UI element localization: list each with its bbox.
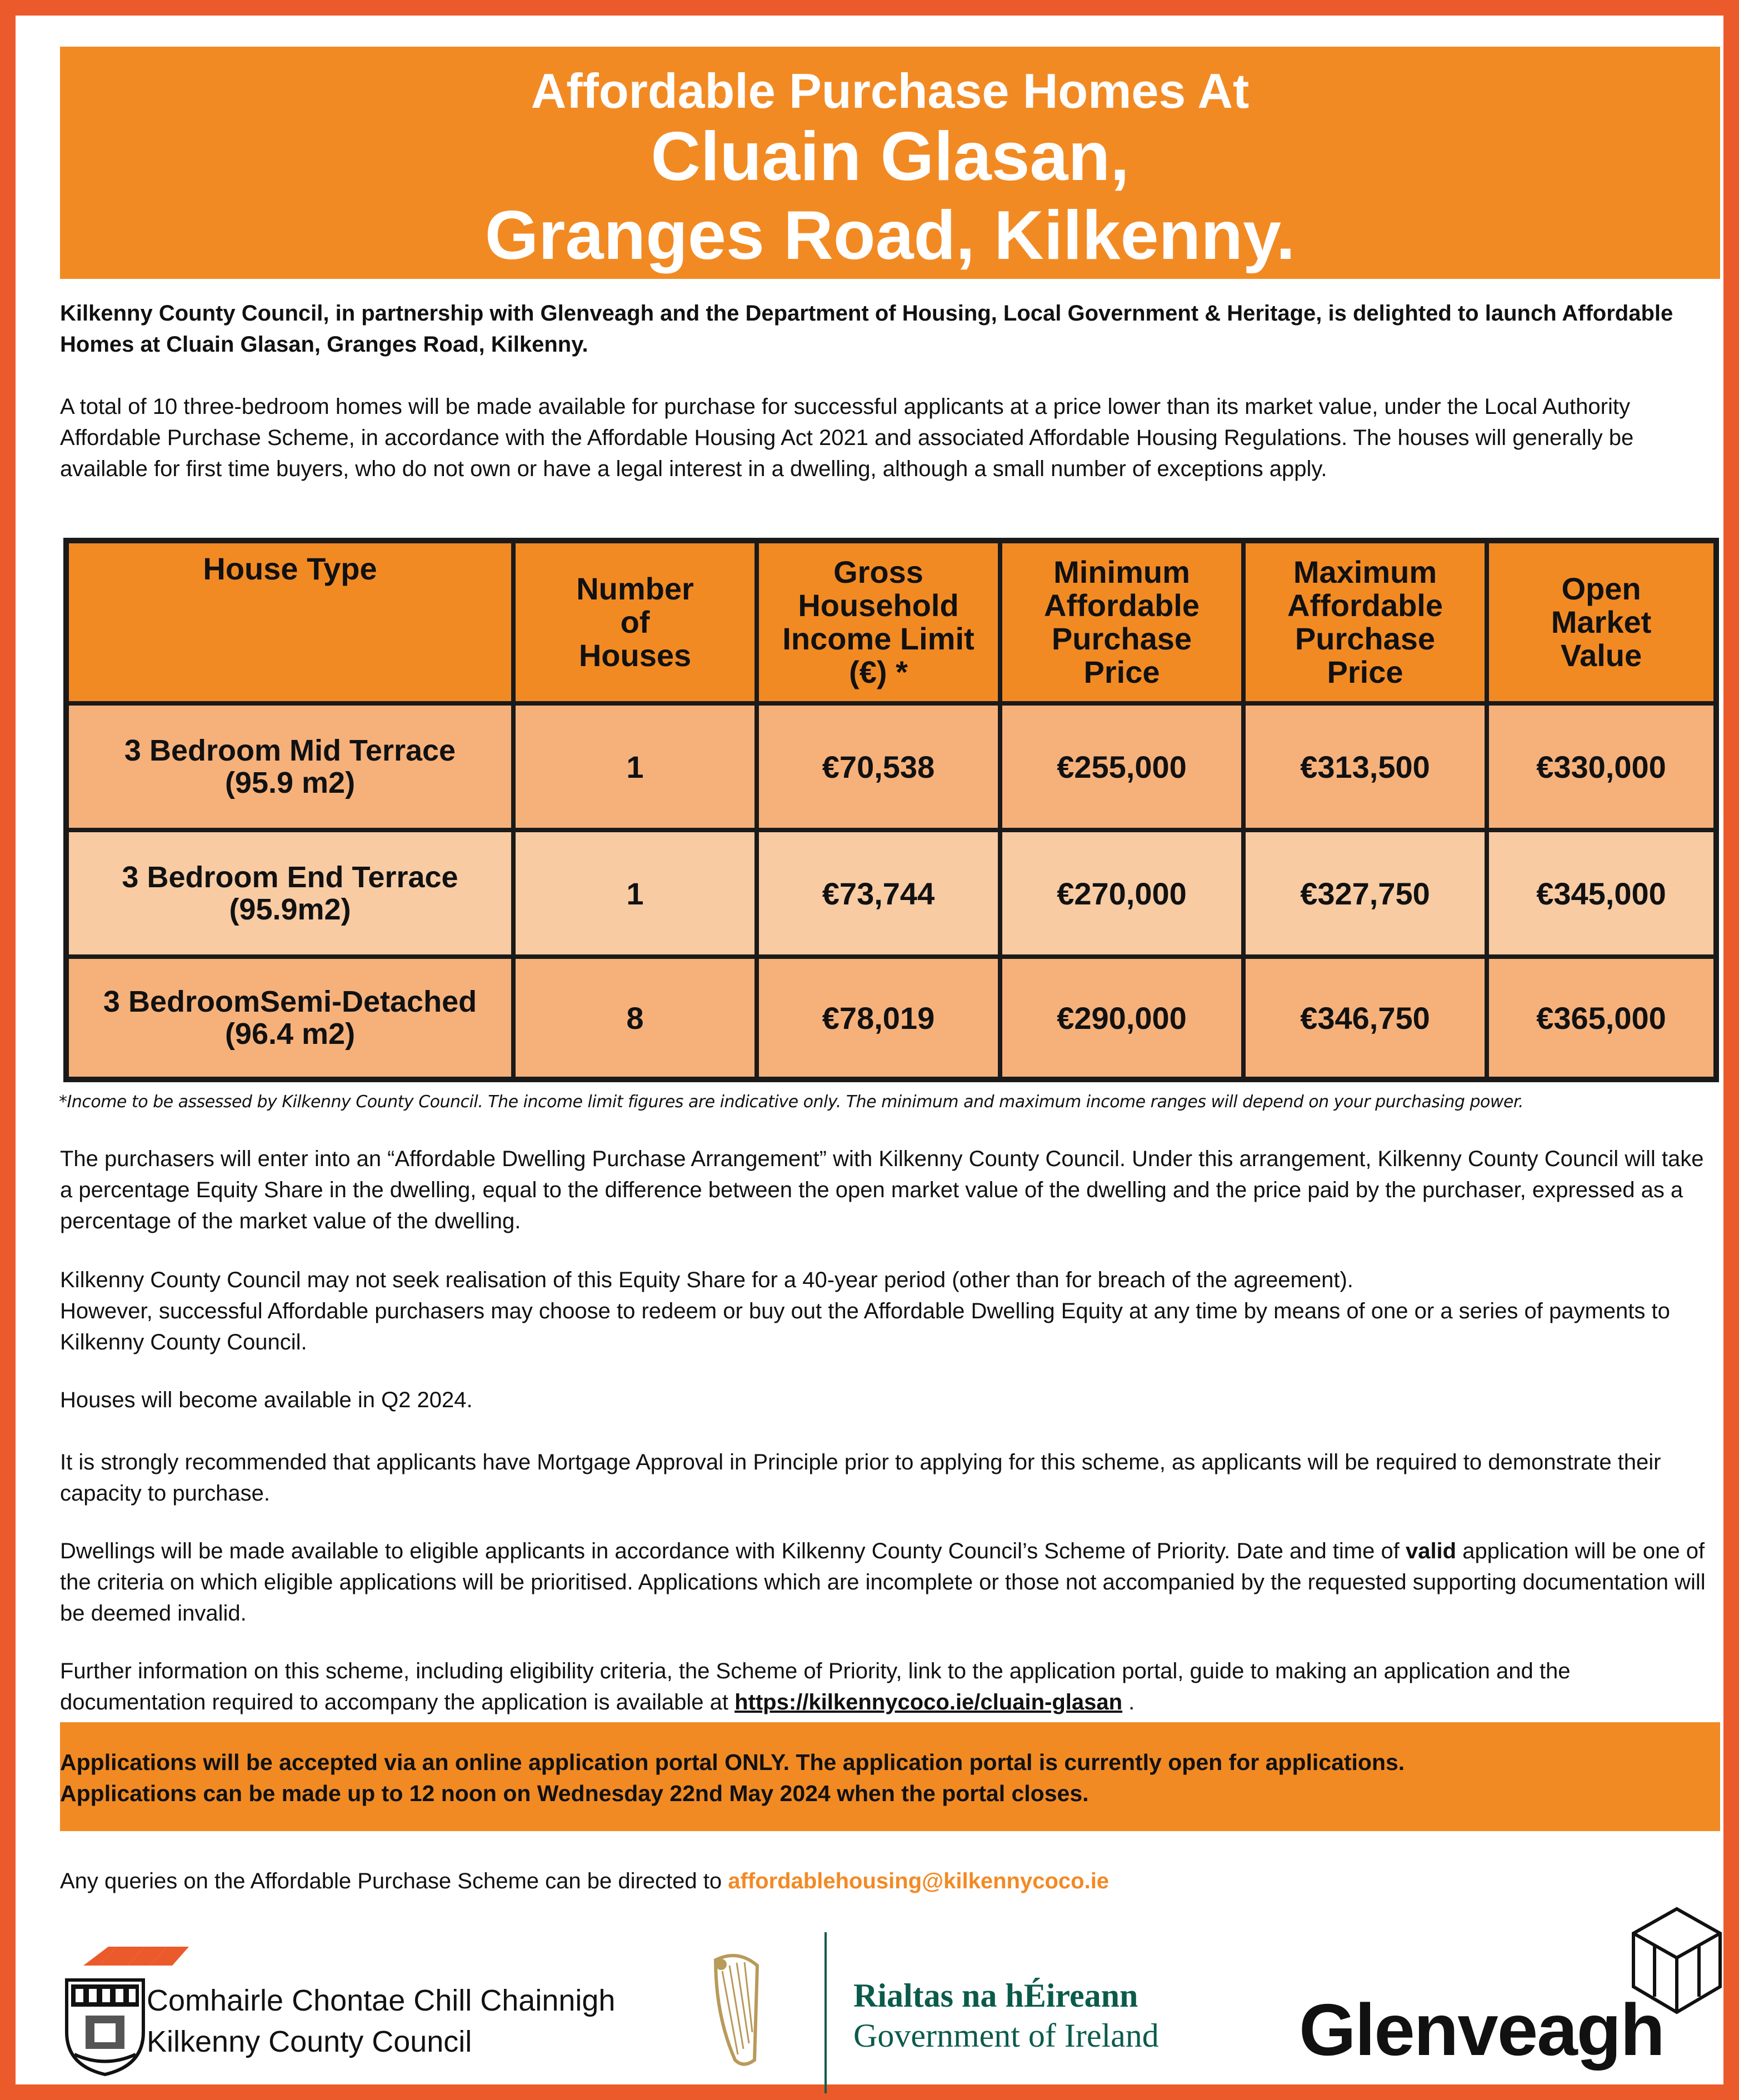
header-min-price <box>1002 543 1241 701</box>
kcc-shield-icon <box>63 1977 147 2077</box>
paragraph-arrangement: The purchasers will enter into an “Affordable Dwelling Purchase Arrangement” with Kilkenny County Council. Under this arrangement, Kilkenny County Council will take a percentage Equity Share in the dwelling, equal to the difference between the open market value of the dwelling and the price paid by the purchaser, expressed as a percentage of the market value of the dwelling. <box>60 1147 1704 1233</box>
table-row-1-type <box>69 706 511 828</box>
row-2-size-label: (95.9m2) <box>229 893 351 926</box>
row-3-type-label: 3 BedroomSemi-Detached <box>103 985 477 1018</box>
priority-valid: valid <box>1405 1539 1457 1563</box>
header-income <box>759 543 998 701</box>
gov-irish-name: Rialtas na hÉireann <box>853 1977 1138 2014</box>
priority-text-2: application will be one of the criteria on which eligible applications will be prioritised. Applications which are incomplete or those not accompanied by the requested supporting documentation will be deemed invalid. <box>60 1539 1706 1626</box>
queries-email[interactable]: affordablehousing@kilkennycoco.ie <box>728 1869 1110 1893</box>
row-2-max-price: €327,750 <box>1246 832 1485 954</box>
row-1-size-label: (95.9 m2) <box>224 766 356 799</box>
header-max-price-text: Maximum Affordable Purchase Price <box>1287 554 1443 689</box>
applications-box <box>60 1722 1720 1831</box>
glenveagh-logo <box>1293 1904 1732 2088</box>
intro-bold: Kilkenny County Council, in partnership with Glenveagh and the Department of Housing, Local Government & Heritage, is delighted to launch Affordable Homes at Cluain Glasan, Granges Road, Kilkenny. <box>60 301 1673 357</box>
row-3-min-price: €290,000 <box>1002 959 1241 1077</box>
header-market <box>1489 543 1713 701</box>
table-footnote: *Income to be assessed by Kilkenny County Council. The income limit figures are indicative only. The minimum and maximum income ranges will depend on your purchasing power. <box>59 1092 1523 1112</box>
applications-line-2: Applications can be made up to 12 noon on Wednesday 22nd May 2024 when the portal closes. <box>60 1781 1089 1806</box>
header-number-text: Number of Houses <box>576 571 694 673</box>
harp-icon <box>704 1949 766 2071</box>
price-table <box>63 538 1719 1082</box>
row-3-income: €78,019 <box>759 959 998 1077</box>
paragraph-further-info <box>60 1656 1721 1718</box>
table-row-2-type <box>69 832 511 954</box>
header-house-type: House Type <box>69 543 511 701</box>
row-1-market: €330,000 <box>1489 706 1713 828</box>
glenveagh-wordmark: Glenveagh <box>1299 1989 1664 2071</box>
kcc-logo <box>63 1938 630 2082</box>
scheme-link[interactable]: https://kilkennycoco.ie/cluain-glasan <box>734 1690 1123 1714</box>
row-1-type-label: 3 Bedroom Mid Terrace <box>124 734 456 767</box>
gov-divider <box>824 1932 827 2093</box>
title-banner <box>60 47 1720 279</box>
row-2-income: €73,744 <box>759 832 998 954</box>
paragraph-priority <box>60 1536 1721 1629</box>
row-1-max-price: €313,500 <box>1246 706 1485 828</box>
row-1-income: €70,538 <box>759 706 998 828</box>
banner-line-3: Granges Road, Kilkenny. <box>484 197 1296 274</box>
applications-line-1: Applications will be accepted via an online application portal ONLY. The application portal is currently open for applications. <box>60 1749 1405 1775</box>
header-min-price-text: Minimum Affordable Purchase Price <box>1044 554 1200 689</box>
row-1-min-price: €255,000 <box>1002 706 1241 828</box>
header-max-price <box>1246 543 1485 701</box>
priority-text-1: Dwellings will be made available to eligible applicants in accordance with Kilkenny County Council’s Scheme of Priority. Date and time of <box>60 1539 1406 1563</box>
table-row-3-type <box>69 959 511 1077</box>
row-3-max-price: €346,750 <box>1246 959 1485 1077</box>
kcc-chevron-icon <box>83 1938 194 1977</box>
row-2-type-label: 3 Bedroom End Terrace <box>122 861 458 894</box>
banner-line-1: Affordable Purchase Homes At <box>531 63 1250 118</box>
queries-line <box>60 1866 1721 1897</box>
kcc-english-name: Kilkenny County Council <box>147 2025 472 2058</box>
further-info-text: Further information on this scheme, including eligibility criteria, the Scheme of Priority, link to the application portal, guide to making an application and the documentation required to accompany the application is available at <box>60 1659 1571 1714</box>
header-market-text: Open Market Value <box>1551 571 1652 673</box>
gov-ireland-logo <box>704 1932 1205 2093</box>
row-2-market: €345,000 <box>1489 832 1713 954</box>
row-3-size-label: (96.4 m2) <box>224 1017 356 1051</box>
paragraph-equity-1: Kilkenny County Council may not seek realisation of this Equity Share for a 40-year period (other than for breach of the agreement). <box>60 1268 1353 1292</box>
header-number <box>516 543 754 701</box>
further-info-end: . <box>1122 1690 1135 1714</box>
header-income-text: Gross Household Income Limit (€) * <box>782 554 975 689</box>
row-3-market: €365,000 <box>1489 959 1713 1077</box>
banner-line-2: Cluain Glasan, <box>651 118 1130 195</box>
row-2-number: 1 <box>516 832 754 954</box>
paragraph-equity-2: However, successful Affordable purchasers may choose to redeem or buy out the Affordable Dwelling Equity at any time by means of one or a series of payments to Kilkenny County Council. <box>60 1299 1670 1354</box>
row-3-number: 8 <box>516 959 754 1077</box>
row-1-number: 1 <box>516 706 754 828</box>
paragraph-availability: Houses will become available in Q2 2024. <box>60 1388 473 1412</box>
queries-text: Any queries on the Affordable Purchase Scheme can be directed to <box>60 1869 728 1893</box>
paragraph-mortgage: It is strongly recommended that applicants have Mortgage Approval in Principle prior to applying for this scheme, as applicants will be required to demonstrate their capacity to purchase. <box>60 1450 1661 1506</box>
row-2-min-price: €270,000 <box>1002 832 1241 954</box>
gov-english-name: Government of Ireland <box>853 2017 1159 2054</box>
kcc-irish-name: Comhairle Chontae Chill Chainnigh <box>147 1984 616 2017</box>
intro-body: A total of 10 three-bedroom homes will be made available for purchase for successful applicants at a price lower than its market value, under the Local Authority Affordable Purchase Scheme, in accordance with the Affordable Housing Act 2021 and associated Affordable Housing Regulations. The houses will generally be available for first time buyers, who do not own or have a legal interest in a dwelling, although a small number of exceptions apply. <box>60 394 1634 481</box>
